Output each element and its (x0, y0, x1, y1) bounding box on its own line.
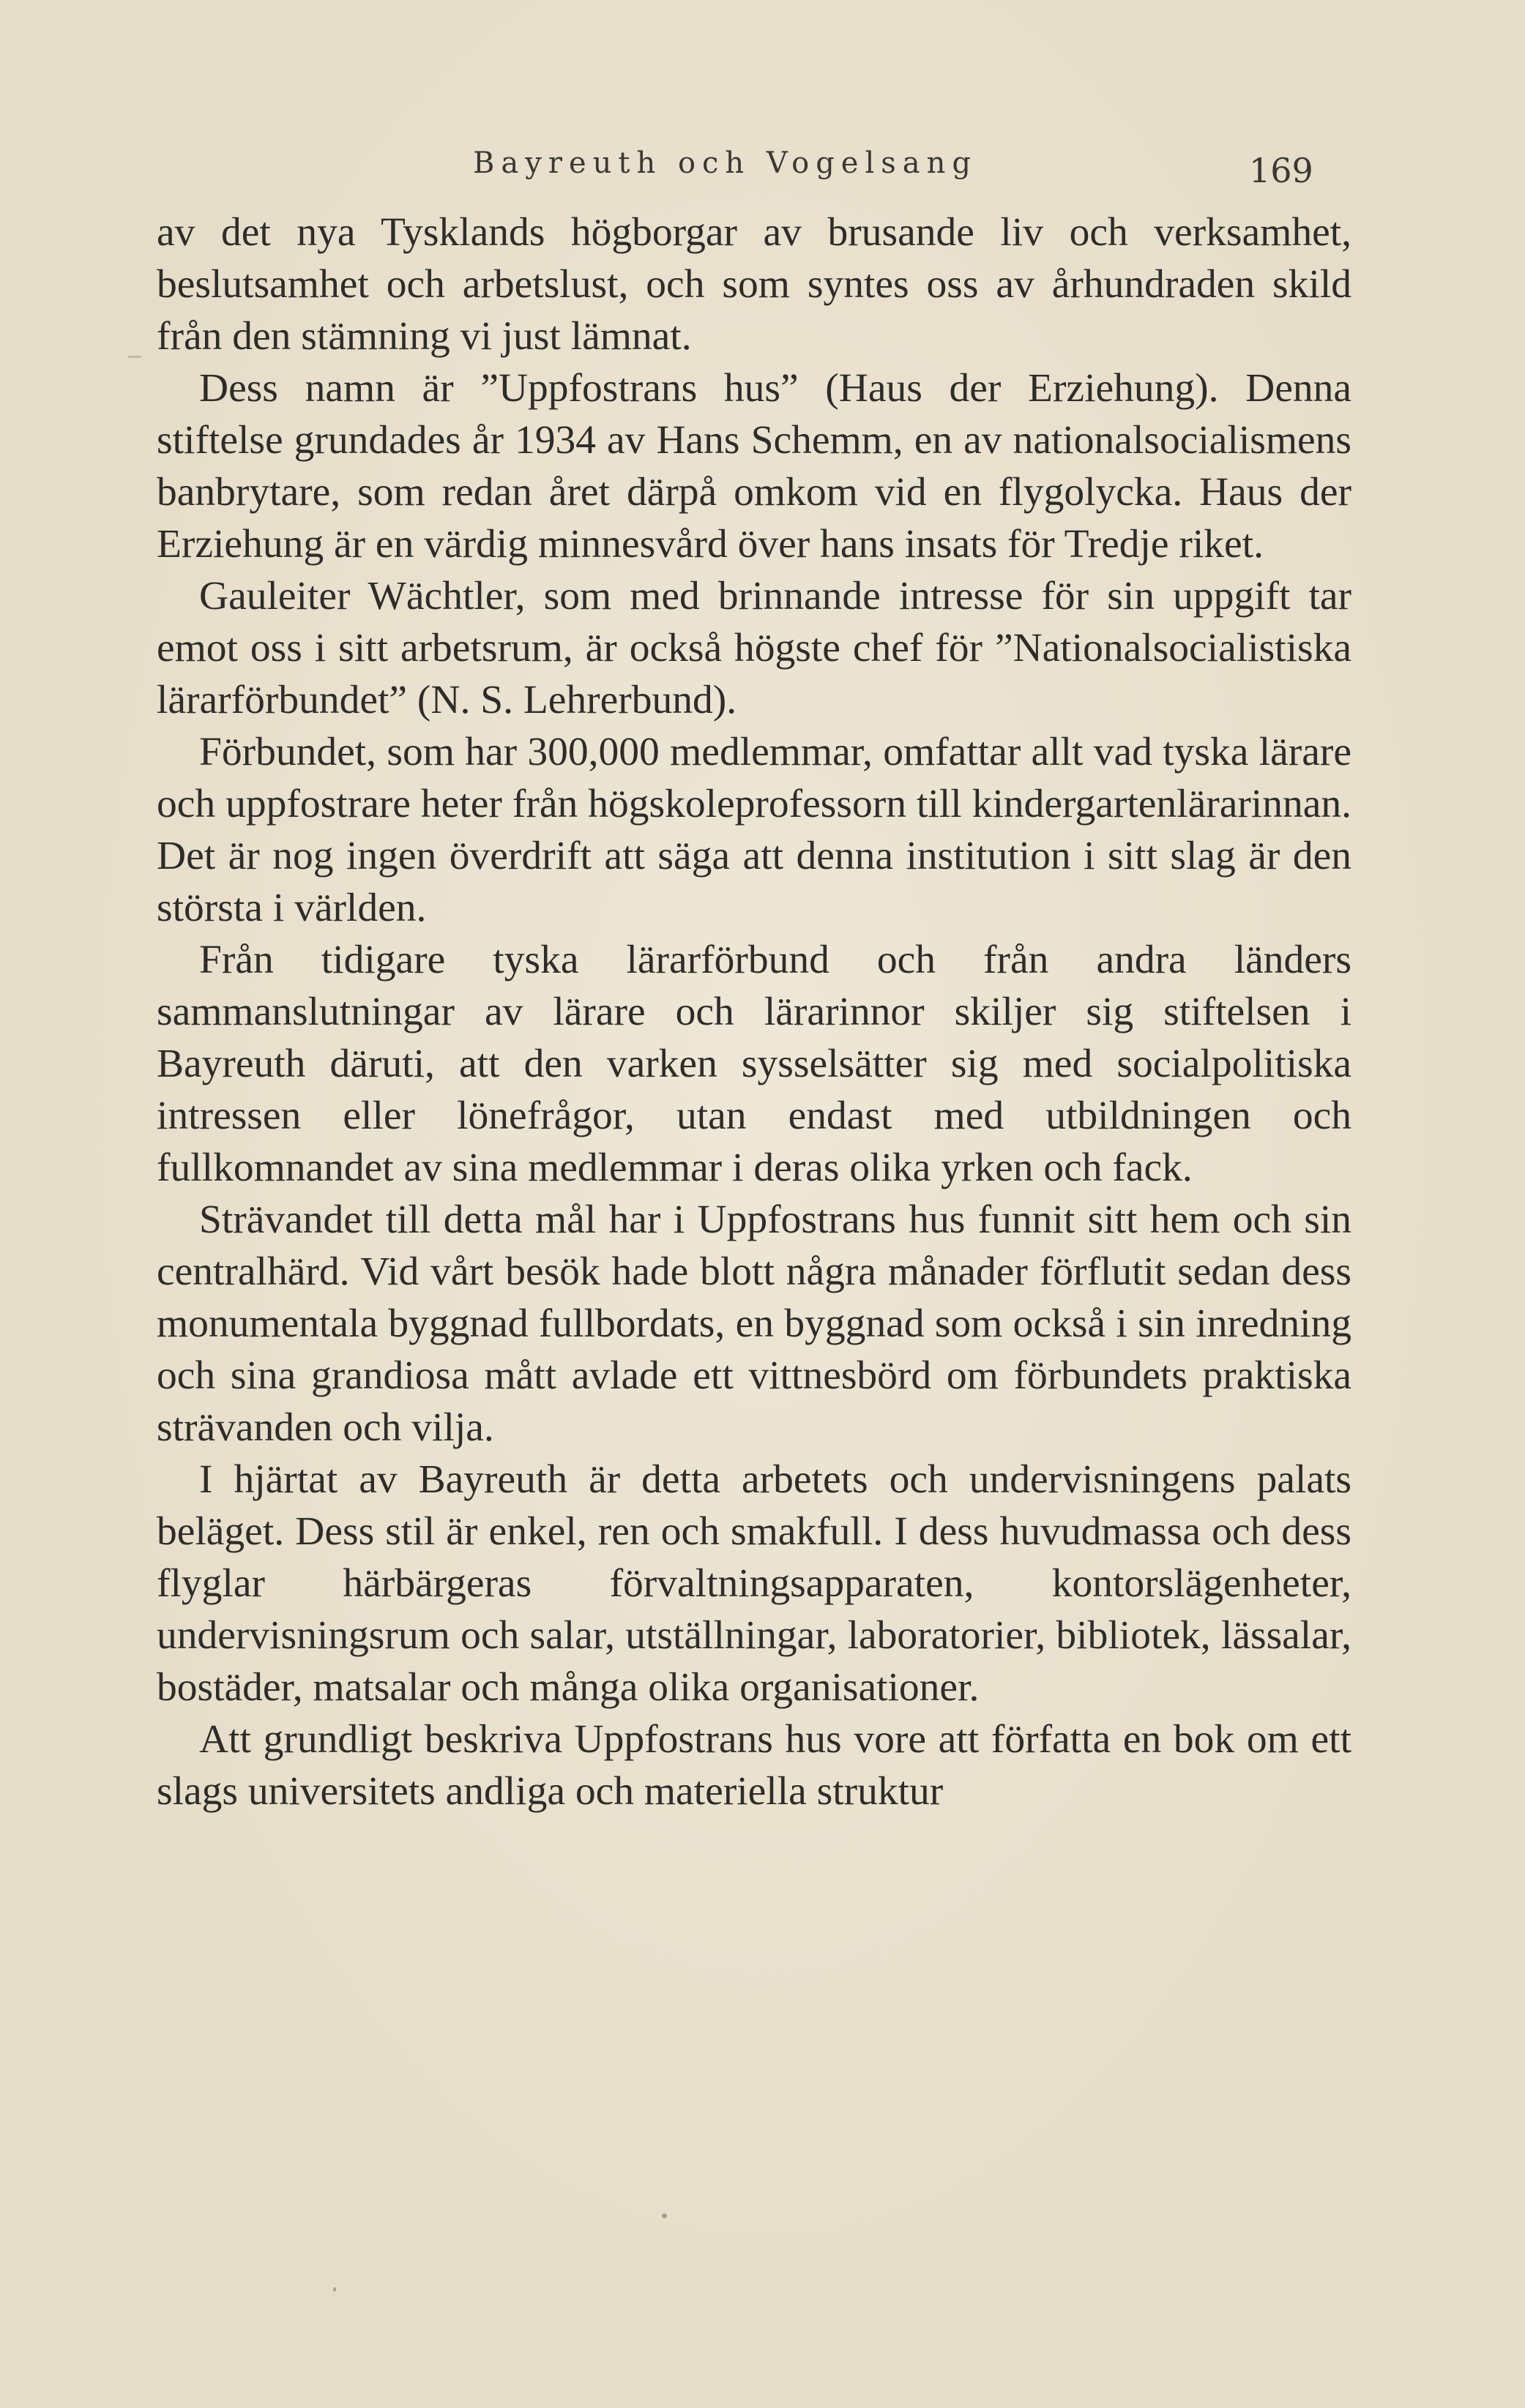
paper-speck (662, 2213, 667, 2218)
paragraph: Förbundet, som har 300,000 medlemmar, omfattar allt vad tyska lärare och uppfostrare heter från högskoleprofessorn till kindergartenlärarinnan. Det är nog ingen överdrift att säga att denna institution i sitt slag är den största i världen. (157, 730, 1351, 930)
paragraph: Att grundligt beskriva Uppfostrans hus vore att författa en bok om ett slags universitets andliga och materiella struktur (157, 1717, 1351, 1814)
paper-speck (128, 356, 141, 358)
running-head: Bayreuth och Vogelsang (473, 146, 978, 180)
paragraph: Strävandet till detta mål har i Uppfostrans hus funnit sitt hem och sin centralhärd. Vid vårt besök hade blott några månader förflutit sedan dess monumentala byggnad fullbordats, en byggnad som också i sin inredning och sina grandiosa mått avlade ett vittnesbörd om förbundets praktiska strävanden och vilja. (157, 1197, 1351, 1450)
paragraph: Dess namn är ”Uppfostrans hus” (Haus der Erziehung). Denna stiftelse grundades år 1934 av Hans Schemm, en av nationalsocialismens banbrytare, som redan året därpå omkom vid en flygolycka. Haus der Erziehung är en värdig minnesvård över hans insats för Tredje riket. (157, 366, 1351, 567)
paragraph: av det nya Tysklands högborgar av brusande liv och verksamhet, beslutsamhet och arbetslust, och som syntes oss av århundraden skild från den stämning vi just lämnat. (157, 210, 1351, 359)
page-number: 169 (1249, 151, 1313, 190)
paragraph: Från tidigare tyska lärarförbund och från andra länders sammanslutningar av lärare och lärarinnor skiljer sig stiftelsen i Bayreuth däruti, att den varken sysselsätter sig med socialpolitiska intressen eller lönefrågor, utan endast med utbildningen och fullkomnandet av sina medlemmar i deras olika yrken och fack. (157, 938, 1351, 1190)
paragraph: Gauleiter Wächtler, som med brinnande intresse för sin uppgift tar emot oss i sitt arbetsrum, är också högste chef för ”Nationalsocialistiska lärarförbundet” (N. S. Lehrerbund). (157, 574, 1351, 722)
paper-speck (333, 2287, 336, 2292)
body-text (157, 206, 1351, 1817)
paragraph: I hjärtat av Bayreuth är detta arbetets och undervisningens palats beläget. Dess stil är enkel, ren och smakfull. I dess huvudmassa och dess flyglar härbärgeras förvaltningsapparaten, kontorslägenheter, undervisningsrum och salar, utställningar, laboratorier, bibliotek, lässalar, bostäder, matsalar och många olika organisationer. (157, 1457, 1351, 1710)
